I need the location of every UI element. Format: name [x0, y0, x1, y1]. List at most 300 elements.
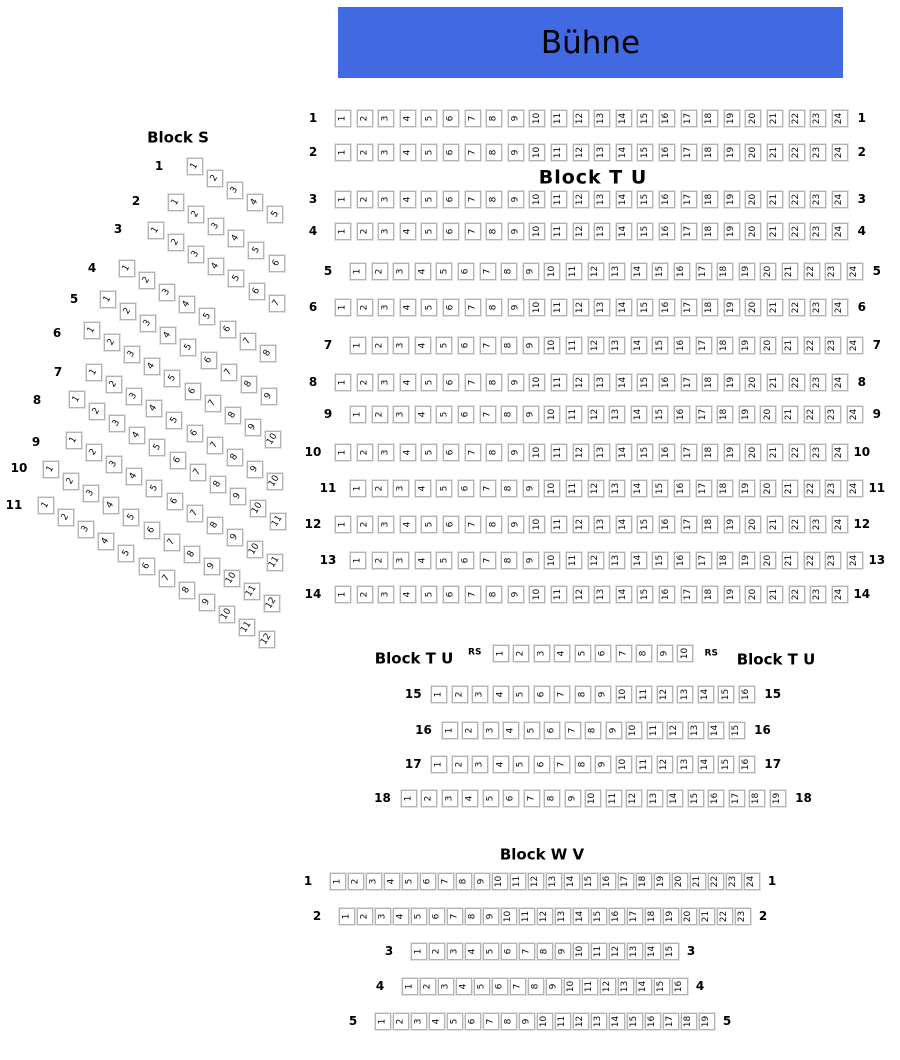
seat-s-r10-10[interactable] — [224, 570, 240, 587]
seat-tu-r8-16[interactable] — [659, 374, 675, 391]
seat-wv-r3-13[interactable] — [627, 943, 643, 960]
seat-s-r7-4[interactable] — [146, 400, 162, 417]
seat-wv-r4-14[interactable] — [636, 978, 652, 995]
seat-tu-r3-6[interactable] — [443, 191, 459, 208]
seat-wv-r5-19[interactable] — [699, 1013, 715, 1030]
seat-tu-r1-15[interactable] — [637, 110, 653, 127]
seat-tu-r13-5[interactable] — [436, 552, 452, 569]
seat-tu-r16-14[interactable] — [708, 722, 724, 739]
seat-tu-r4-20[interactable] — [745, 223, 761, 240]
seat-tu-r8-13[interactable] — [594, 374, 610, 391]
seat-tu-r11-1[interactable] — [350, 480, 366, 497]
seat-tu-r9-19[interactable] — [739, 406, 755, 423]
seat-wv-r1-22[interactable] — [708, 873, 724, 890]
seat-tu-r18-8[interactable] — [544, 790, 560, 807]
seat-tu-r6-17[interactable] — [681, 299, 697, 316]
seat-tu-rs-rrs-8[interactable] — [636, 645, 652, 662]
seat-s-r4-5[interactable] — [199, 308, 215, 325]
seat-s-r3-1[interactable] — [148, 222, 164, 239]
seat-tu-r16-8[interactable] — [585, 722, 601, 739]
seat-tu-r2-21[interactable] — [767, 144, 783, 161]
seat-tu-r5-2[interactable] — [372, 263, 388, 280]
seat-tu-r11-24[interactable] — [847, 480, 863, 497]
seat-wv-r3-3[interactable] — [447, 943, 463, 960]
seat-tu-r17-12[interactable] — [657, 756, 673, 773]
seat-wv-r3-10[interactable] — [573, 943, 589, 960]
seat-s-r11-7[interactable] — [159, 570, 175, 587]
seat-s-r1-5[interactable] — [267, 206, 283, 223]
seat-tu-r10-11[interactable] — [551, 444, 567, 461]
seat-tu-r8-22[interactable] — [789, 374, 805, 391]
seat-tu-r8-23[interactable] — [810, 374, 826, 391]
seat-wv-r3-1[interactable] — [411, 943, 427, 960]
seat-tu-r3-15[interactable] — [637, 191, 653, 208]
seat-wv-r2-20[interactable] — [681, 908, 697, 925]
seat-tu-r9-18[interactable] — [717, 406, 733, 423]
seat-tu-r7-10[interactable] — [544, 337, 560, 354]
seat-tu-r15-1[interactable] — [431, 686, 447, 703]
seat-tu-r12-24[interactable] — [832, 516, 848, 533]
seat-tu-r5-12[interactable] — [588, 263, 604, 280]
seat-tu-r11-23[interactable] — [825, 480, 841, 497]
seat-tu-r8-6[interactable] — [443, 374, 459, 391]
seat-tu-r8-9[interactable] — [508, 374, 524, 391]
seat-tu-r1-5[interactable] — [421, 110, 437, 127]
seat-s-r6-2[interactable] — [104, 334, 120, 351]
seat-tu-r12-4[interactable] — [400, 516, 416, 533]
seat-s-r10-11[interactable] — [244, 583, 260, 600]
seat-tu-r3-10[interactable] — [529, 191, 545, 208]
seat-tu-r12-10[interactable] — [529, 516, 545, 533]
seat-tu-r4-12[interactable] — [573, 223, 589, 240]
seat-wv-r1-23[interactable] — [726, 873, 742, 890]
seat-tu-r7-2[interactable] — [372, 337, 388, 354]
seat-s-r10-5[interactable] — [123, 509, 139, 526]
seat-tu-r2-20[interactable] — [745, 144, 761, 161]
seat-tu-r18-12[interactable] — [626, 790, 642, 807]
seat-wv-r2-22[interactable] — [717, 908, 733, 925]
seat-s-r4-3[interactable] — [159, 284, 175, 301]
seat-tu-r2-3[interactable] — [378, 144, 394, 161]
seat-s-r3-4[interactable] — [208, 258, 224, 275]
seat-tu-rs-rrs-1[interactable] — [493, 645, 509, 662]
seat-wv-r1-4[interactable] — [384, 873, 400, 890]
seat-tu-r2-15[interactable] — [637, 144, 653, 161]
seat-s-r11-10[interactable] — [219, 606, 235, 623]
seat-tu-r2-5[interactable] — [421, 144, 437, 161]
seat-s-r5-7[interactable] — [221, 364, 237, 381]
seat-tu-r11-9[interactable] — [523, 480, 539, 497]
seat-s-r6-3[interactable] — [124, 346, 140, 363]
seat-s-r4-1[interactable] — [119, 260, 135, 277]
seat-tu-r10-6[interactable] — [443, 444, 459, 461]
seat-s-r4-8[interactable] — [260, 345, 276, 362]
seat-s-r2-1[interactable] — [168, 194, 184, 211]
seat-tu-r6-10[interactable] — [529, 299, 545, 316]
seat-tu-r14-22[interactable] — [789, 586, 805, 603]
seat-s-r8-2[interactable] — [89, 403, 105, 420]
seat-tu-r8-19[interactable] — [724, 374, 740, 391]
seat-tu-r9-23[interactable] — [825, 406, 841, 423]
seat-tu-r5-6[interactable] — [458, 263, 474, 280]
seat-tu-r14-9[interactable] — [508, 586, 524, 603]
seat-s-r5-1[interactable] — [100, 291, 116, 308]
seat-tu-r2-24[interactable] — [832, 144, 848, 161]
seat-wv-r4-4[interactable] — [456, 978, 472, 995]
seat-tu-r10-16[interactable] — [659, 444, 675, 461]
seat-tu-r8-7[interactable] — [465, 374, 481, 391]
seat-tu-r9-15[interactable] — [652, 406, 668, 423]
seat-tu-r9-14[interactable] — [631, 406, 647, 423]
seat-tu-r5-4[interactable] — [415, 263, 431, 280]
seat-tu-r17-13[interactable] — [677, 756, 693, 773]
seat-tu-r10-17[interactable] — [681, 444, 697, 461]
seat-tu-r14-18[interactable] — [702, 586, 718, 603]
seat-tu-r17-8[interactable] — [575, 756, 591, 773]
seat-tu-r14-7[interactable] — [465, 586, 481, 603]
seat-tu-r2-10[interactable] — [529, 144, 545, 161]
seat-s-r7-8[interactable] — [227, 449, 243, 466]
seat-wv-r5-5[interactable] — [447, 1013, 463, 1030]
seat-tu-r16-9[interactable] — [606, 722, 622, 739]
seat-tu-r3-24[interactable] — [832, 191, 848, 208]
seat-wv-r4-1[interactable] — [402, 978, 418, 995]
seat-s-r9-8[interactable] — [207, 517, 223, 534]
seat-wv-r5-8[interactable] — [501, 1013, 517, 1030]
seat-tu-r18-6[interactable] — [503, 790, 519, 807]
seat-tu-r17-3[interactable] — [472, 756, 488, 773]
seat-tu-r4-24[interactable] — [832, 223, 848, 240]
seat-tu-r2-8[interactable] — [486, 144, 502, 161]
seat-tu-r9-10[interactable] — [544, 406, 560, 423]
seat-tu-r13-6[interactable] — [458, 552, 474, 569]
seat-s-r7-5[interactable] — [166, 412, 182, 429]
seat-tu-r7-12[interactable] — [588, 337, 604, 354]
seat-s-r10-4[interactable] — [103, 497, 119, 514]
seat-tu-r6-8[interactable] — [486, 299, 502, 316]
seat-tu-r11-5[interactable] — [436, 480, 452, 497]
seat-s-r1-4[interactable] — [247, 194, 263, 211]
seat-tu-r9-7[interactable] — [480, 406, 496, 423]
seat-tu-r14-19[interactable] — [724, 586, 740, 603]
seat-tu-r12-22[interactable] — [789, 516, 805, 533]
seat-tu-r7-14[interactable] — [631, 337, 647, 354]
seat-tu-r8-20[interactable] — [745, 374, 761, 391]
seat-tu-r13-8[interactable] — [501, 552, 517, 569]
seat-s-r6-8[interactable] — [225, 407, 241, 424]
seat-tu-r1-17[interactable] — [681, 110, 697, 127]
seat-tu-r13-2[interactable] — [372, 552, 388, 569]
seat-tu-r13-12[interactable] — [588, 552, 604, 569]
seat-tu-r13-7[interactable] — [480, 552, 496, 569]
seat-s-r8-1[interactable] — [69, 391, 85, 408]
seat-tu-r13-22[interactable] — [804, 552, 820, 569]
seat-wv-r4-6[interactable] — [492, 978, 508, 995]
seat-tu-r5-7[interactable] — [480, 263, 496, 280]
seat-tu-r4-10[interactable] — [529, 223, 545, 240]
seat-tu-r12-8[interactable] — [486, 516, 502, 533]
seat-tu-r17-4[interactable] — [493, 756, 509, 773]
seat-tu-r14-5[interactable] — [421, 586, 437, 603]
seat-tu-r14-6[interactable] — [443, 586, 459, 603]
seat-tu-r1-8[interactable] — [486, 110, 502, 127]
seat-wv-r4-10[interactable] — [564, 978, 580, 995]
seat-tu-rs-rrs-9[interactable] — [657, 645, 673, 662]
seat-tu-r17-14[interactable] — [698, 756, 714, 773]
seat-tu-r1-3[interactable] — [378, 110, 394, 127]
seat-tu-r11-17[interactable] — [696, 480, 712, 497]
seat-tu-r10-9[interactable] — [508, 444, 524, 461]
seat-wv-r4-12[interactable] — [600, 978, 616, 995]
seat-tu-r17-10[interactable] — [616, 756, 632, 773]
seat-tu-r18-1[interactable] — [401, 790, 417, 807]
seat-tu-r16-12[interactable] — [667, 722, 683, 739]
seat-tu-r13-24[interactable] — [847, 552, 863, 569]
seat-s-r2-5[interactable] — [248, 242, 264, 259]
seat-tu-r12-13[interactable] — [594, 516, 610, 533]
seat-tu-r13-4[interactable] — [415, 552, 431, 569]
seat-tu-r3-19[interactable] — [724, 191, 740, 208]
seat-tu-r4-2[interactable] — [357, 223, 373, 240]
seat-s-r8-5[interactable] — [149, 439, 165, 456]
seat-tu-r13-21[interactable] — [782, 552, 798, 569]
seat-tu-r2-19[interactable] — [724, 144, 740, 161]
seat-tu-r14-11[interactable] — [551, 586, 567, 603]
seat-tu-r4-11[interactable] — [551, 223, 567, 240]
seat-tu-r12-20[interactable] — [745, 516, 761, 533]
seat-tu-r17-6[interactable] — [534, 756, 550, 773]
seat-tu-r11-12[interactable] — [588, 480, 604, 497]
seat-tu-r12-21[interactable] — [767, 516, 783, 533]
seat-tu-r10-10[interactable] — [529, 444, 545, 461]
seat-wv-r2-1[interactable] — [339, 908, 355, 925]
seat-tu-r5-15[interactable] — [652, 263, 668, 280]
seat-tu-r3-14[interactable] — [616, 191, 632, 208]
seat-tu-r12-7[interactable] — [465, 516, 481, 533]
seat-tu-r14-13[interactable] — [594, 586, 610, 603]
seat-tu-r1-10[interactable] — [529, 110, 545, 127]
seat-tu-r15-15[interactable] — [718, 686, 734, 703]
seat-tu-r14-21[interactable] — [767, 586, 783, 603]
seat-tu-r3-7[interactable] — [465, 191, 481, 208]
seat-tu-r3-1[interactable] — [335, 191, 351, 208]
seat-tu-r9-20[interactable] — [760, 406, 776, 423]
seat-tu-r2-11[interactable] — [551, 144, 567, 161]
seat-s-r2-4[interactable] — [228, 230, 244, 247]
seat-tu-r12-19[interactable] — [724, 516, 740, 533]
seat-wv-r2-11[interactable] — [519, 908, 535, 925]
seat-tu-r4-8[interactable] — [486, 223, 502, 240]
seat-wv-r5-17[interactable] — [663, 1013, 679, 1030]
seat-tu-r4-16[interactable] — [659, 223, 675, 240]
seat-tu-r4-6[interactable] — [443, 223, 459, 240]
seat-tu-r2-7[interactable] — [465, 144, 481, 161]
seat-tu-r18-18[interactable] — [749, 790, 765, 807]
seat-tu-r14-12[interactable] — [573, 586, 589, 603]
seat-tu-r7-17[interactable] — [696, 337, 712, 354]
seat-tu-r1-2[interactable] — [357, 110, 373, 127]
seat-tu-r4-3[interactable] — [378, 223, 394, 240]
seat-tu-r5-11[interactable] — [566, 263, 582, 280]
seat-tu-r9-4[interactable] — [415, 406, 431, 423]
seat-s-r9-3[interactable] — [106, 456, 122, 473]
seat-wv-r1-10[interactable] — [492, 873, 508, 890]
seat-tu-r6-5[interactable] — [421, 299, 437, 316]
seat-tu-r7-3[interactable] — [393, 337, 409, 354]
seat-tu-r13-20[interactable] — [760, 552, 776, 569]
seat-tu-r9-9[interactable] — [523, 406, 539, 423]
seat-s-r2-3[interactable] — [208, 218, 224, 235]
seat-s-r10-8[interactable] — [184, 546, 200, 563]
seat-s-r11-2[interactable] — [58, 509, 74, 526]
seat-tu-r2-12[interactable] — [573, 144, 589, 161]
seat-s-r8-10[interactable] — [250, 500, 266, 517]
seat-tu-r13-9[interactable] — [523, 552, 539, 569]
seat-tu-r13-23[interactable] — [825, 552, 841, 569]
seat-tu-r11-6[interactable] — [458, 480, 474, 497]
seat-tu-r6-22[interactable] — [789, 299, 805, 316]
seat-tu-r16-4[interactable] — [503, 722, 519, 739]
seat-wv-r3-12[interactable] — [609, 943, 625, 960]
seat-tu-r2-4[interactable] — [400, 144, 416, 161]
seat-s-r11-6[interactable] — [139, 558, 155, 575]
seat-tu-rs-rrs-6[interactable] — [595, 645, 611, 662]
seat-wv-r5-1[interactable] — [375, 1013, 391, 1030]
seat-tu-r10-24[interactable] — [832, 444, 848, 461]
seat-s-r3-7[interactable] — [269, 295, 285, 312]
seat-tu-r8-17[interactable] — [681, 374, 697, 391]
seat-tu-r1-24[interactable] — [832, 110, 848, 127]
seat-tu-r8-18[interactable] — [702, 374, 718, 391]
seat-tu-r5-5[interactable] — [436, 263, 452, 280]
seat-wv-r1-8[interactable] — [456, 873, 472, 890]
seat-tu-r6-21[interactable] — [767, 299, 783, 316]
seat-tu-r5-9[interactable] — [523, 263, 539, 280]
seat-tu-r7-23[interactable] — [825, 337, 841, 354]
seat-tu-r15-5[interactable] — [513, 686, 529, 703]
seat-tu-r10-15[interactable] — [637, 444, 653, 461]
seat-tu-r11-2[interactable] — [372, 480, 388, 497]
seat-tu-r16-5[interactable] — [524, 722, 540, 739]
seat-s-r5-6[interactable] — [201, 352, 217, 369]
seat-tu-r7-11[interactable] — [566, 337, 582, 354]
seat-s-r9-4[interactable] — [126, 468, 142, 485]
seat-s-r3-5[interactable] — [228, 270, 244, 287]
seat-wv-r2-18[interactable] — [645, 908, 661, 925]
seat-tu-r11-14[interactable] — [631, 480, 647, 497]
seat-tu-r6-3[interactable] — [378, 299, 394, 316]
seat-s-r6-7[interactable] — [205, 395, 221, 412]
seat-tu-r17-15[interactable] — [718, 756, 734, 773]
seat-tu-r13-14[interactable] — [631, 552, 647, 569]
seat-wv-r2-15[interactable] — [591, 908, 607, 925]
seat-tu-r2-2[interactable] — [357, 144, 373, 161]
seat-s-r8-3[interactable] — [109, 415, 125, 432]
seat-tu-r6-15[interactable] — [637, 299, 653, 316]
seat-tu-r14-4[interactable] — [400, 586, 416, 603]
seat-wv-r5-7[interactable] — [483, 1013, 499, 1030]
seat-tu-r11-7[interactable] — [480, 480, 496, 497]
seat-s-r5-8[interactable] — [241, 376, 257, 393]
seat-wv-r4-7[interactable] — [510, 978, 526, 995]
seat-tu-r3-13[interactable] — [594, 191, 610, 208]
seat-tu-r12-23[interactable] — [810, 516, 826, 533]
seat-s-r9-6[interactable] — [167, 493, 183, 510]
seat-s-r11-1[interactable] — [38, 497, 54, 514]
seat-tu-r8-5[interactable] — [421, 374, 437, 391]
seat-wv-r5-12[interactable] — [573, 1013, 589, 1030]
seat-wv-r5-2[interactable] — [393, 1013, 409, 1030]
seat-tu-r4-9[interactable] — [508, 223, 524, 240]
seat-tu-r10-3[interactable] — [378, 444, 394, 461]
seat-wv-r2-23[interactable] — [735, 908, 751, 925]
seat-tu-r10-20[interactable] — [745, 444, 761, 461]
seat-tu-r11-4[interactable] — [415, 480, 431, 497]
seat-tu-r14-24[interactable] — [832, 586, 848, 603]
seat-s-r5-9[interactable] — [261, 388, 277, 405]
seat-tu-r15-2[interactable] — [452, 686, 468, 703]
seat-tu-r16-10[interactable] — [626, 722, 642, 739]
seat-tu-r10-18[interactable] — [702, 444, 718, 461]
seat-wv-r1-9[interactable] — [474, 873, 490, 890]
seat-tu-r6-16[interactable] — [659, 299, 675, 316]
seat-tu-r3-22[interactable] — [789, 191, 805, 208]
seat-tu-r4-15[interactable] — [637, 223, 653, 240]
seat-wv-r1-6[interactable] — [420, 873, 436, 890]
seat-s-r11-11[interactable] — [239, 619, 255, 636]
seat-wv-r1-20[interactable] — [672, 873, 688, 890]
seat-tu-r2-23[interactable] — [810, 144, 826, 161]
seat-tu-r11-18[interactable] — [717, 480, 733, 497]
seat-tu-r10-23[interactable] — [810, 444, 826, 461]
seat-tu-r9-11[interactable] — [566, 406, 582, 423]
seat-tu-r15-11[interactable] — [636, 686, 652, 703]
seat-tu-r11-11[interactable] — [566, 480, 582, 497]
seat-s-r10-7[interactable] — [164, 534, 180, 551]
seat-s-r2-2[interactable] — [188, 206, 204, 223]
seat-tu-r8-15[interactable] — [637, 374, 653, 391]
seat-wv-r3-7[interactable] — [519, 943, 535, 960]
seat-s-r8-11[interactable] — [270, 513, 286, 530]
seat-wv-r4-13[interactable] — [618, 978, 634, 995]
seat-s-r8-7[interactable] — [190, 464, 206, 481]
seat-tu-r17-7[interactable] — [554, 756, 570, 773]
seat-wv-r5-18[interactable] — [681, 1013, 697, 1030]
seat-tu-r11-20[interactable] — [760, 480, 776, 497]
seat-tu-r13-1[interactable] — [350, 552, 366, 569]
seat-tu-r2-14[interactable] — [616, 144, 632, 161]
seat-tu-r7-6[interactable] — [458, 337, 474, 354]
seat-s-r1-3[interactable] — [227, 182, 243, 199]
seat-wv-r3-15[interactable] — [663, 943, 679, 960]
seat-tu-r10-1[interactable] — [335, 444, 351, 461]
seat-tu-r5-18[interactable] — [717, 263, 733, 280]
seat-s-r8-8[interactable] — [210, 476, 226, 493]
seat-wv-r5-16[interactable] — [645, 1013, 661, 1030]
seat-s-r9-2[interactable] — [86, 444, 102, 461]
seat-tu-r14-20[interactable] — [745, 586, 761, 603]
seat-tu-r8-14[interactable] — [616, 374, 632, 391]
seat-tu-r8-24[interactable] — [832, 374, 848, 391]
seat-tu-r12-3[interactable] — [378, 516, 394, 533]
seat-tu-r17-1[interactable] — [431, 756, 447, 773]
seat-tu-r15-4[interactable] — [493, 686, 509, 703]
seat-wv-r1-21[interactable] — [690, 873, 706, 890]
seat-tu-r3-9[interactable] — [508, 191, 524, 208]
seat-tu-r10-7[interactable] — [465, 444, 481, 461]
seat-wv-r1-12[interactable] — [528, 873, 544, 890]
seat-tu-r10-5[interactable] — [421, 444, 437, 461]
